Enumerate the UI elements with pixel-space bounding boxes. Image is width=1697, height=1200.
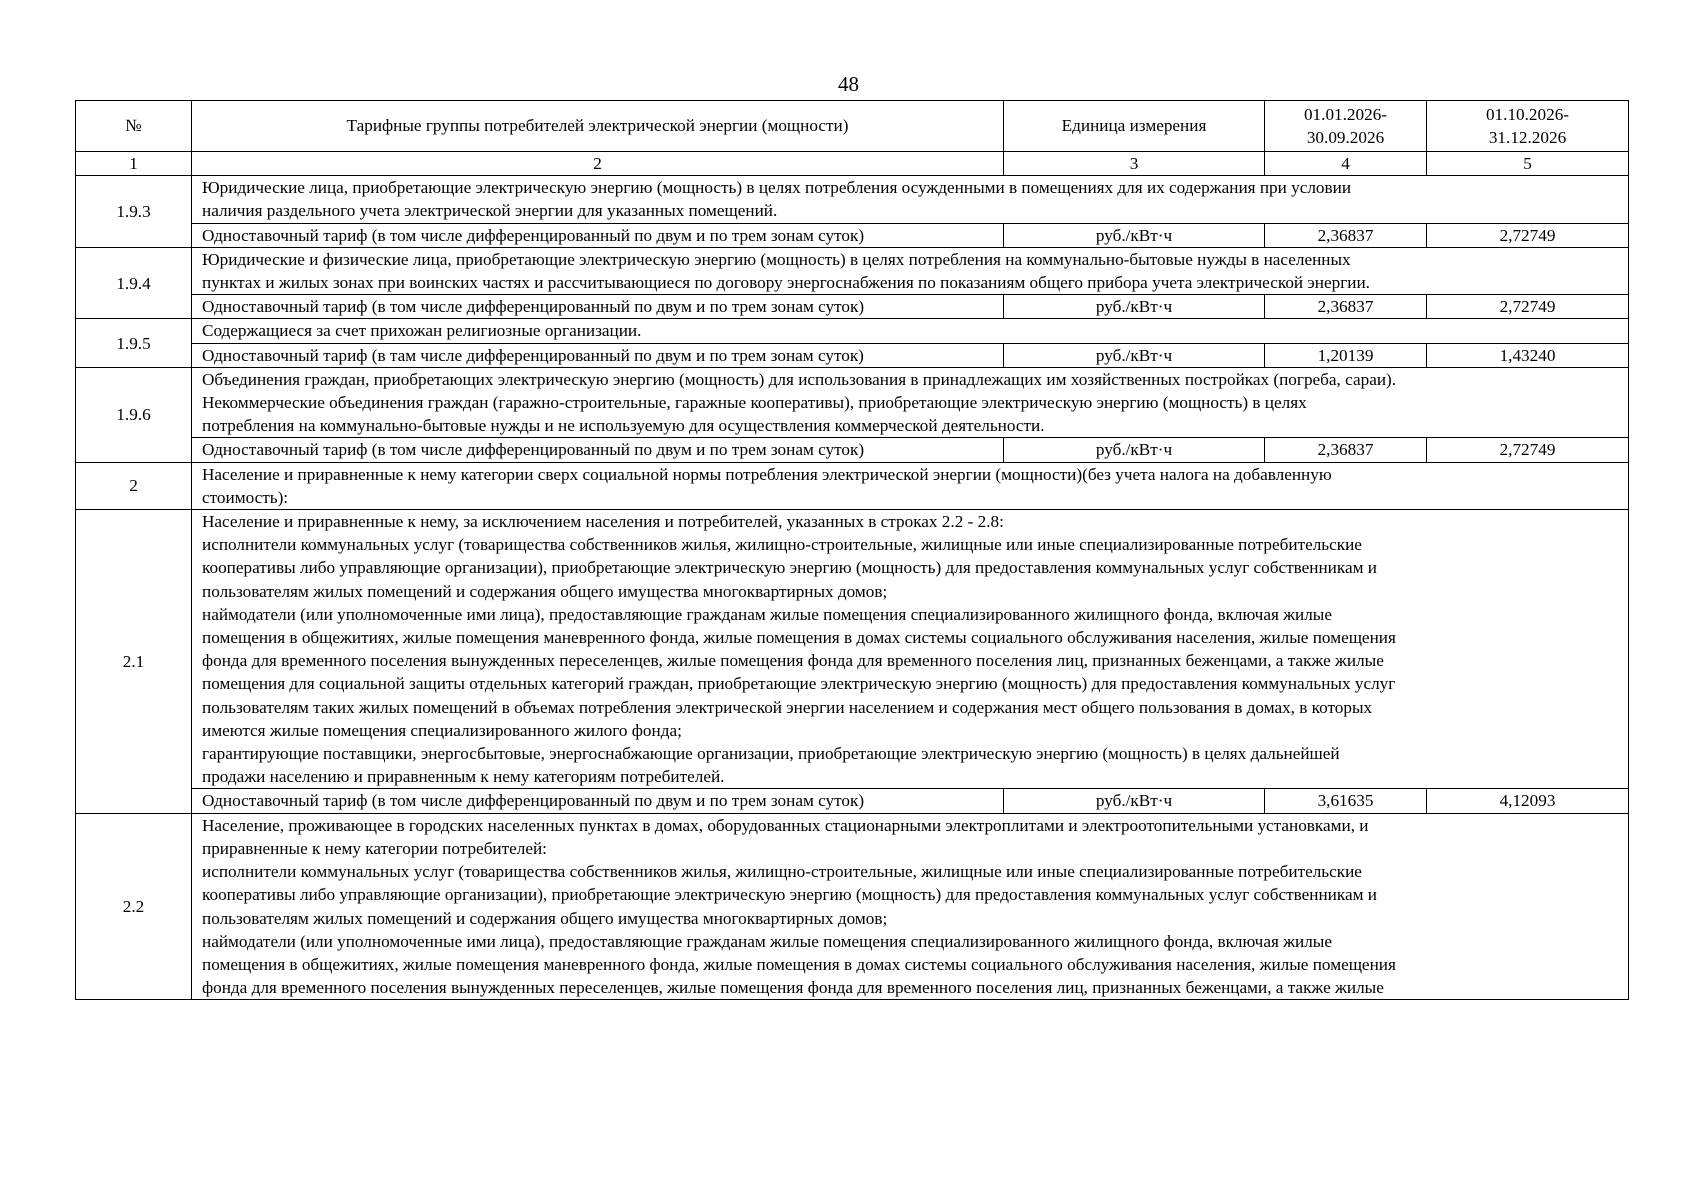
description-line: Содержащиеся за счет прихожан религиозные организации. xyxy=(202,321,642,341)
description-line: пользователям жилых помещений и содержания общего имущества многоквартирных домов; xyxy=(202,581,888,601)
description-line: Население и приравненные к нему, за исключением населения и потребителей, указанных в строках 2.2 - 2.8: xyxy=(202,512,1004,532)
description-line: исполнители коммунальных услуг (товарищества собственников жилья, жилищно-строительные, жилищные или иные специализированные потребительские xyxy=(202,862,1362,882)
header-period-2-end: 31.12.2026 xyxy=(1488,128,1567,147)
row-number: 2 xyxy=(76,462,192,509)
value-period-2: 1,43240 xyxy=(1427,343,1629,367)
tariff-body xyxy=(76,176,1629,1000)
tariff-row xyxy=(76,295,1629,319)
tariff-name: Одноставочный тариф (в том числе дифференцированный по двум и по трем зонам суток) xyxy=(192,789,1004,813)
group-description xyxy=(192,462,1629,509)
description-line: Объединения граждан, приобретающих электрическую энергию (мощность) для использования в принадлежащих им хозяйственных постройках (погреба, сараи). xyxy=(202,369,1397,389)
value-period-2: 4,12093 xyxy=(1427,789,1629,813)
tariff-name: Одноставочный тариф (в том числе дифференцированный по двум и по трем зонам суток) xyxy=(192,223,1004,247)
row-number: 2.2 xyxy=(76,813,192,1000)
description-line: кооперативы либо управляющие организации), приобретающие электрическую энергию (мощность) для предоставления коммунальных услуг собственникам и xyxy=(202,558,1377,578)
unit-cell: руб./кВт·ч xyxy=(1004,343,1265,367)
description-line: помещения в общежитиях, жилые помещения маневренного фонда, жилые помещения в домах системы социального обслуживания населения, жилые помещения xyxy=(202,628,1396,648)
header-period-2 xyxy=(1427,101,1629,152)
header-group: Тарифные группы потребителей электрической энергии (мощности) xyxy=(192,101,1004,152)
description-line: помещения для социальной защиты отдельных категорий граждан, приобретающие электрическую энергию (мощность) для предоставления коммунальных услуг xyxy=(202,674,1396,694)
description-line: пользователям таких жилых помещений в объемах потребления электрической энергии населением и содержания мест общего пользования в домах, в которых xyxy=(202,697,1373,717)
description-line: кооперативы либо управляющие организации), приобретающие электрическую энергию (мощность) для предоставления коммунальных услуг собственникам и xyxy=(202,885,1377,905)
description-line: пунктах и жилых зонах при воинских частях и рассчитывающиеся по договору энергоснабжения по показаниям общего прибора учета электрической энергии. xyxy=(202,273,1370,293)
table-row xyxy=(76,176,1629,223)
value-period-2: 2,72749 xyxy=(1427,295,1629,319)
tariff-name: Одноставочный тариф (в там числе дифференцированный по двум и по трем зонам суток) xyxy=(192,343,1004,367)
tariff-row xyxy=(76,343,1629,367)
description-line: Юридические лица, приобретающие электрическую энергию (мощность) в целях потребления осужденными в помещениях для их содержания при условии xyxy=(202,178,1352,198)
header-period-1 xyxy=(1265,101,1427,152)
page-number: 48 xyxy=(838,72,859,96)
group-description xyxy=(192,319,1629,343)
value-period-1: 3,61635 xyxy=(1265,789,1427,813)
description-line: наймодатели (или уполномоченные ими лица), предоставляющие гражданам жилые помещения специализированного жилищного фонда, включая жилые xyxy=(202,604,1332,624)
description-line: имеются жилые помещения специализированного жилого фонда; xyxy=(202,720,682,740)
description-line: стоимость): xyxy=(202,487,289,507)
tariff-name: Одноставочный тариф (в том числе дифференцированный по двум и по трем зонам суток) xyxy=(192,438,1004,462)
group-description xyxy=(192,176,1629,223)
header-period-1-end: 30.09.2026 xyxy=(1306,128,1385,147)
value-period-1: 2,36837 xyxy=(1265,295,1427,319)
group-description xyxy=(192,247,1629,294)
value-period-1: 1,20139 xyxy=(1265,343,1427,367)
description-line: фонда для временного поселения вынужденных переселенцев, жилые помещения фонда для временного поселения лиц, признанных беженцами, а также жилые xyxy=(202,651,1384,671)
table-row xyxy=(76,462,1629,509)
group-description xyxy=(192,510,1629,789)
header-num: № xyxy=(76,101,192,152)
row-number: 1.9.5 xyxy=(76,319,192,367)
value-period-2: 2,72749 xyxy=(1427,438,1629,462)
table-row xyxy=(76,247,1629,294)
description-line: гарантирующие поставщики, энергосбытовые, энергоснабжающие организации, приобретающие электрическую энергию (мощность) в целях дальнейшей xyxy=(202,744,1340,764)
description-line: продажи населению и приравненным к нему категориям потребителей. xyxy=(202,767,725,787)
description-line: приравненные к нему категории потребителей: xyxy=(202,838,547,858)
unit-cell: руб./кВт·ч xyxy=(1004,295,1265,319)
column-index: 3 xyxy=(1004,152,1265,176)
value-period-2: 2,72749 xyxy=(1427,223,1629,247)
row-number: 2.1 xyxy=(76,510,192,814)
tariff-row xyxy=(76,438,1629,462)
value-period-1: 2,36837 xyxy=(1265,438,1427,462)
header-row xyxy=(76,101,1629,152)
row-number: 1.9.6 xyxy=(76,367,192,462)
tariff-table xyxy=(75,100,1629,1000)
column-index: 2 xyxy=(192,152,1004,176)
description-line: наймодатели (или уполномоченные ими лица), предоставляющие гражданам жилые помещения специализированного жилищного фонда, включая жилые xyxy=(202,931,1332,951)
table-row xyxy=(76,510,1629,789)
group-description xyxy=(192,367,1629,438)
value-period-1: 2,36837 xyxy=(1265,223,1427,247)
unit-cell: руб./кВт·ч xyxy=(1004,223,1265,247)
description-line: пользователям жилых помещений и содержания общего имущества многоквартирных домов; xyxy=(202,908,888,928)
description-line: наличия раздельного учета электрической энергии для указанных помещений. xyxy=(202,201,778,221)
table-row xyxy=(76,319,1629,343)
group-description xyxy=(192,813,1629,1000)
column-index-row xyxy=(76,152,1629,176)
header-period-2-start: 01.10.2026- xyxy=(1485,104,1570,124)
description-line: фонда для временного поселения вынужденных переселенцев, жилые помещения фонда для временного поселения лиц, признанных беженцами, а также жилые xyxy=(202,978,1384,998)
table-row xyxy=(76,813,1629,1000)
column-index: 4 xyxy=(1265,152,1427,176)
table-row xyxy=(76,367,1629,438)
description-line: исполнители коммунальных услуг (товарищества собственников жилья, жилищно-строительные, жилищные или иные специализированные потребительские xyxy=(202,535,1362,555)
tariff-name: Одноставочный тариф (в том числе дифференцированный по двум и по трем зонам суток) xyxy=(192,295,1004,319)
column-index: 5 xyxy=(1427,152,1629,176)
unit-cell: руб./кВт·ч xyxy=(1004,438,1265,462)
description-line: потребления на коммунально-бытовые нужды и не используемую для осуществления коммерческой деятельности. xyxy=(202,416,1045,436)
header-period-1-start: 01.01.2026- xyxy=(1303,104,1388,124)
tariff-row xyxy=(76,789,1629,813)
header-unit: Единица измерения xyxy=(1004,101,1265,152)
row-number: 1.9.3 xyxy=(76,176,192,248)
description-line: Население и приравненные к нему категории сверх социальной нормы потребления электрической энергии (мощности)(без учета налога на добавленную xyxy=(202,464,1332,484)
tariff-row xyxy=(76,223,1629,247)
description-line: Некоммерческие объединения граждан (гаражно-строительные, гаражные кооперативы), приобретающие электрическую энергию (мощность) в целях xyxy=(202,393,1307,413)
column-index: 1 xyxy=(76,152,192,176)
unit-cell: руб./кВт·ч xyxy=(1004,789,1265,813)
description-line: Юридические и физические лица, приобретающие электрическую энергию (мощность) в целях потребления на коммунально-бытовые нужды в населенных xyxy=(202,249,1351,269)
description-line: Население, проживающее в городских населенных пунктах в домах, оборудованных стационарными электроплитами и электроотопительными установками, и xyxy=(202,815,1369,835)
row-number: 1.9.4 xyxy=(76,247,192,319)
description-line: помещения в общежитиях, жилые помещения маневренного фонда, жилые помещения в домах системы социального обслуживания населения, жилые помещения xyxy=(202,954,1396,974)
